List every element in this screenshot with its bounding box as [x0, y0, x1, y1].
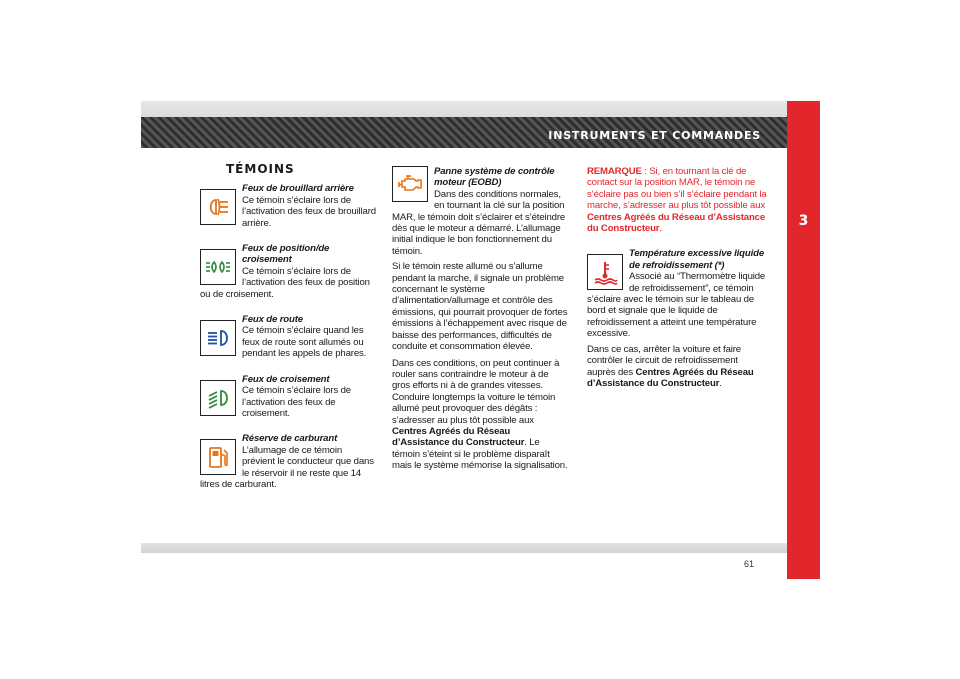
warning-item-high-beam [200, 314, 376, 360]
engine-paragraph-1: Dans des conditions normales, en tournant la clé sur la position MAR, le témoin doit s’éclairer et s’éteindre dès que le moteur a démarré. L’allumage initial indique le bon fonctionnement du témoin. [392, 188, 566, 257]
warning-title: Feux de croisement [242, 373, 330, 385]
engine-check-icon [392, 166, 428, 202]
low-beam-icon [200, 380, 236, 416]
warning-title: Feux de brouillard arrière [242, 183, 354, 195]
fuel-pump-icon [200, 439, 236, 475]
warning-item-position-lights [200, 243, 376, 300]
position-lights-icon [200, 249, 236, 285]
section-title: TÉMOINS [226, 162, 295, 176]
warning-title: Réserve de carburant [242, 433, 338, 445]
remark-paragraph: REMARQUE : Si, en tournant la clé de contact sur la position MAR, le témoin ne s’éclaire pas ou bien s’il s’éclaire pendant la marche, s’adresser au plus tôt possible aux Centres Agréés du Réseau d’Assistance du Constructeur. [587, 166, 767, 235]
coolant-paragraph-2: Dans ce cas, arrêter la voiture et faire contrôler le circuit de refroidissement auprès des Centres Agréés du Réseau d’Assistance du Constructeur. [587, 343, 754, 389]
coolant-paragraph-1: Associé au “Thermomètre liquide de refroidissement”, ce témoin s’éclaire avec le témoin sur le tableau de bord et signale que le liquide de refroidissement a atteint une température excessive. [587, 271, 766, 340]
header-bar [141, 117, 787, 148]
warning-title: Panne système de contrôle moteur (EOBD) [434, 166, 555, 189]
top-band [141, 101, 787, 117]
warning-item-fuel-reserve [200, 433, 376, 490]
warning-text: Ce témoin s’éclaire lors de l’activation des feux de brouillard arrière. [242, 194, 376, 229]
engine-paragraph-2: Si le témoin reste allumé ou s’allume pendant la marche, il signale un problème concernant le système d’alimentation/allumage et contrôle des émissions, qui pourrait provoquer de fortes émissions à l’échappement avec risque de baisse des performances, difficultés de conduite et consommation élevée. [392, 261, 568, 353]
engine-paragraph-3: Dans ces conditions, on peut continuer à rouler sans contraindre le moteur à de gros efforts ni à de grandes vitesses. Conduire longtemps la voiture le témoin allumé peut provoquer des dégâts : s’adresser au plus tôt possible aux Centres Agréés du Réseau d’Assistance du Constructeur. Le témoin s’éteint si le problème disparaît mais le système mémorise la signalisation. [392, 357, 568, 472]
warning-text: Ce témoin s’éclaire quand les feux de route sont allumés ou pendant les appels de phares. [242, 325, 367, 360]
warning-text: Ce témoin s’éclaire lors de l’activation des feux de croisement. [242, 385, 351, 419]
bottom-band [141, 543, 787, 553]
service-centre-link: Centres Agréés du Réseau d’Assistance du Constructeur [587, 366, 754, 389]
warning-item-low-beam [200, 374, 376, 420]
remark-label: REMARQUE [587, 166, 642, 177]
left-column [200, 164, 376, 504]
high-beam-icon [200, 320, 236, 356]
warning-item-rear-fog [200, 183, 376, 229]
coolant-temperature-icon [587, 254, 623, 290]
service-centre-link: Centres Agréés du Réseau d’Assistance du Constructeur [587, 211, 766, 235]
chapter-tab [787, 101, 820, 579]
warning-title: Température excessive liquide de refroidissement (*) [629, 248, 765, 271]
warning-item-coolant [587, 248, 767, 339]
service-centre-link: Centres Agréés du Réseau d’Assistance du Constructeur [392, 425, 525, 449]
warning-text: Ce témoin s’éclaire lors de l’activation des feux de position ou de croisement. [200, 265, 370, 300]
warning-text: L’allumage de ce témoin prévient le conducteur que dans le réservoir il ne reste que 14 litres de carburant. [200, 444, 374, 490]
rear-fog-light-icon [200, 189, 236, 225]
middle-column [392, 166, 568, 477]
warning-title: Feux de route [242, 314, 303, 326]
page-number: 61 [744, 559, 755, 569]
header-title: INSTRUMENTS ET COMMANDES [548, 129, 761, 142]
right-column [587, 166, 767, 394]
warning-item-engine [392, 166, 568, 257]
warning-title: Feux de position/de croisement [242, 243, 330, 266]
chapter-number: 3 [798, 213, 809, 229]
